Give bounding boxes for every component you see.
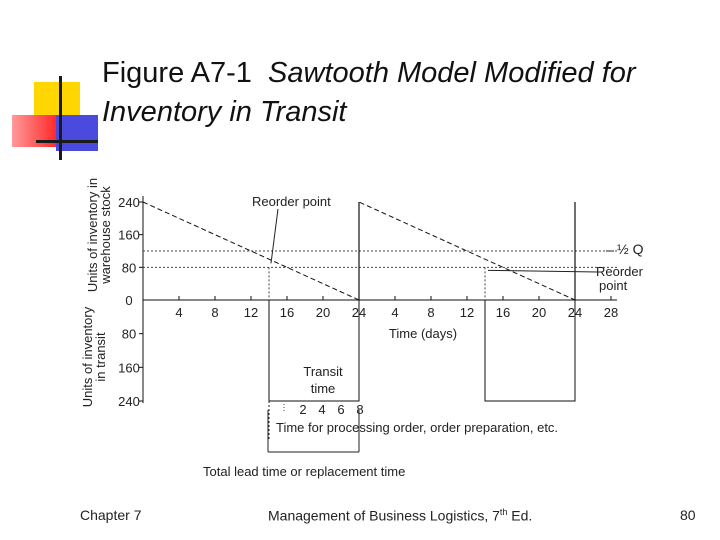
reorder-point-label-1: Reorder point <box>252 194 331 209</box>
x-tick-label: 8 <box>427 305 435 320</box>
lead-time-label: Total lead time or replacement time <box>203 464 406 479</box>
x-tick-label: 4 <box>175 305 183 320</box>
half-q-label: ½ Q <box>617 241 644 257</box>
ylabel-bottom-line2: in transit <box>93 332 108 382</box>
y-tick-label-top: 0 <box>125 293 133 308</box>
processing-tick-label: 6 <box>337 402 345 417</box>
x-tick-label: 20 <box>315 305 331 320</box>
footer-chapter: Chapter 7 <box>80 507 142 523</box>
figure-label: Figure A7-1 <box>102 57 252 89</box>
processing-label: Time for processing order, order preparation, etc. <box>276 420 559 435</box>
ylabel-bottom-line1: Units of inventory <box>80 306 95 408</box>
ylabel-top-line2: warehouse stock <box>98 186 113 284</box>
footer-book-prefix: Management of Business Logistics, 7 <box>268 507 500 524</box>
processing-tick-label: 2 <box>299 402 307 417</box>
x-tick-label: 12 <box>243 305 259 320</box>
x-tick-label: 8 <box>211 305 219 320</box>
y-tick-label-top: 160 <box>118 227 140 243</box>
reorder-arrow-1 <box>271 209 278 263</box>
transit-label-1: Transit <box>303 364 343 379</box>
y-tick-label-top: 240 <box>118 195 140 210</box>
y-tick-label-bottom: 160 <box>118 360 140 376</box>
reorder-point-label-2b: point <box>599 278 628 293</box>
footer-book-sup: th <box>499 507 508 517</box>
processing-tick-label: 8 <box>356 402 364 417</box>
y-tick-label-bottom: 240 <box>118 394 140 409</box>
reorder-point-label-2a: Reorder <box>596 264 643 279</box>
footer-book-suffix: Ed. <box>507 507 533 524</box>
x-tick-label: 16 <box>495 305 511 320</box>
x-tick-label: 28 <box>603 305 619 320</box>
reorder-arrow-2 <box>488 270 598 272</box>
x-tick-label: 24 <box>351 305 367 320</box>
y-tick-label-bottom: 80 <box>121 326 137 342</box>
x-tick-label: 16 <box>279 305 295 320</box>
x-tick-label: 4 <box>391 305 399 320</box>
ylabel-top-line1: Units of inventory in <box>85 177 100 293</box>
x-tick-label: 12 <box>459 305 475 320</box>
title-italic-part1: Sawtooth Model Modified for <box>268 57 636 89</box>
processing-tick-label: 4 <box>318 402 326 417</box>
footer-book <box>268 507 532 524</box>
x-tick-label: 20 <box>531 305 547 320</box>
footer-page-number: 80 <box>680 507 696 523</box>
x-tick-label: 24 <box>567 305 583 320</box>
transit-label-2: time <box>310 381 336 396</box>
title-italic-part2: Inventory in Transit <box>102 96 347 128</box>
y-tick-label-top: 80 <box>121 260 137 276</box>
x-axis-label: Time (days) <box>388 326 458 341</box>
